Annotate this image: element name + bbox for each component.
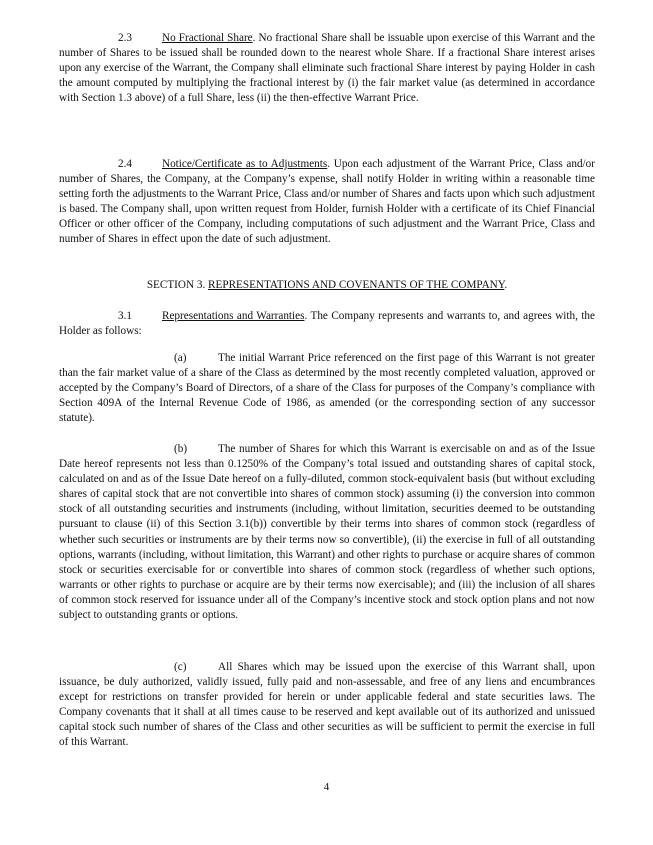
section-title: Notice/Certificate as to Adjustments	[162, 158, 328, 170]
clause-a-paragraph	[59, 351, 595, 426]
clause-body: The initial Warrant Price referenced on the first page of this Warrant is not greater than the fair market value of a share of the Class as determined by the most recently completed valuation, approved or accepted by the Company’s Board of Directors, of a share of the Class for purposes of the Company’s compliance with Section 409A of the Internal Revenue Code of 1986, as amended (or the corresponding section of any successor statute).	[59, 352, 595, 425]
clause-label: (c)	[174, 661, 187, 673]
heading-title: REPRESENTATIONS AND COVENANTS OF THE COMPANY	[208, 279, 505, 291]
section-body: . The Company represents and warrants to, and agrees with, the Holder as follows:	[59, 310, 595, 338]
section-2-3-paragraph	[59, 31, 595, 106]
section-3-1-paragraph	[59, 309, 595, 339]
section-body: . No fractional Share shall be issuable upon exercise of this Warrant and the number of Shares to be issued shall be rounded down to the nearest whole Share. If a fractional Share interest arises upon any exercise of the Warrant, the Company shall eliminate such fractional Share interest by paying Holder in cash the amount computed by multiplying the fractional interest by (i) the fair market value (as determined in accordance with Section 1.3 above) of a full Share, less (ii) the then-effective Warrant Price.	[59, 32, 595, 105]
section-body: . Upon each adjustment of the Warrant Price, Class and/or number of Shares, the Company, at the Company’s expense, shall notify Holder in writing within a reasonable time setting forth the adjustments to the Warrant Price, Class and/or number of Shares and facts upon which such adjustment is based. The Company shall, upon written request from Holder, furnish Holder with a certificate of its Chief Financial Officer or other officer of the Company, including computations of such adjustment and the Warrant Price, Class and number of Shares in effect upon the date of such adjustment.	[59, 158, 595, 246]
section-number: 2.3	[118, 32, 132, 44]
section-3-heading	[59, 278, 595, 293]
section-number: 3.1	[118, 310, 132, 322]
section-title: Representations and Warranties	[162, 310, 305, 322]
clause-label: (a)	[174, 352, 187, 364]
clause-b-paragraph	[59, 442, 595, 623]
section-title: No Fractional Share	[162, 32, 253, 44]
heading-prefix: SECTION 3.	[146, 279, 209, 291]
heading-suffix: .	[504, 279, 508, 291]
clause-body: The number of Shares for which this Warrant is exercisable on and as of the Issue Date hereof represents not less than 0.1250% of the Company’s total issued and outstanding shares of capital stock, calculated on and as of the Issue Date hereof on a fully-diluted, common stock-equivalent basis (but without excluding shares of capital stock that are not convertible into shares of common stock) assuming (i) the conversion into common stock of all outstanding securities and instruments (including, without limitation, securities deemed to be outstanding pursuant to clause (ii) of this Section 3.1(b)) convertible by their terms into shares of common stock (regardless of whether such securities or instruments are by their terms now so convertible), (ii) the exercise in full of all outstanding options, warrants (including, without limitation, this Warrant) and other rights to purchase or acquire shares of common stock or securities exercisable for or convertible into shares of common stock (regardless of whether such options, warrants or other rights to purchase or acquire are by their terms now exercisable); and (iii) the inclusion of all shares of common stock reserved for issuance under all of the Company’s incentive stock and stock option plans and not now subject to outstanding grants or options.	[59, 443, 595, 622]
clause-body: All Shares which may be issued upon the exercise of this Warrant shall, upon issuance, be duly authorized, validly issued, fully paid and non-assessable, and free of any liens and encumbrances except for restrictions on transfer provided for herein or under applicable federal and state securities laws. The Company covenants that it shall at all times cause to be reserved and kept available out of its authorized and unissued capital stock such number of shares of the Class and other securities as will be sufficient to permit the exercise in full of this Warrant.	[59, 661, 595, 749]
clause-label: (b)	[174, 443, 188, 455]
section-number: 2.4	[118, 158, 132, 170]
page-number: 4	[323, 781, 330, 793]
section-2-4-paragraph	[59, 157, 595, 248]
clause-c-paragraph	[59, 660, 595, 751]
